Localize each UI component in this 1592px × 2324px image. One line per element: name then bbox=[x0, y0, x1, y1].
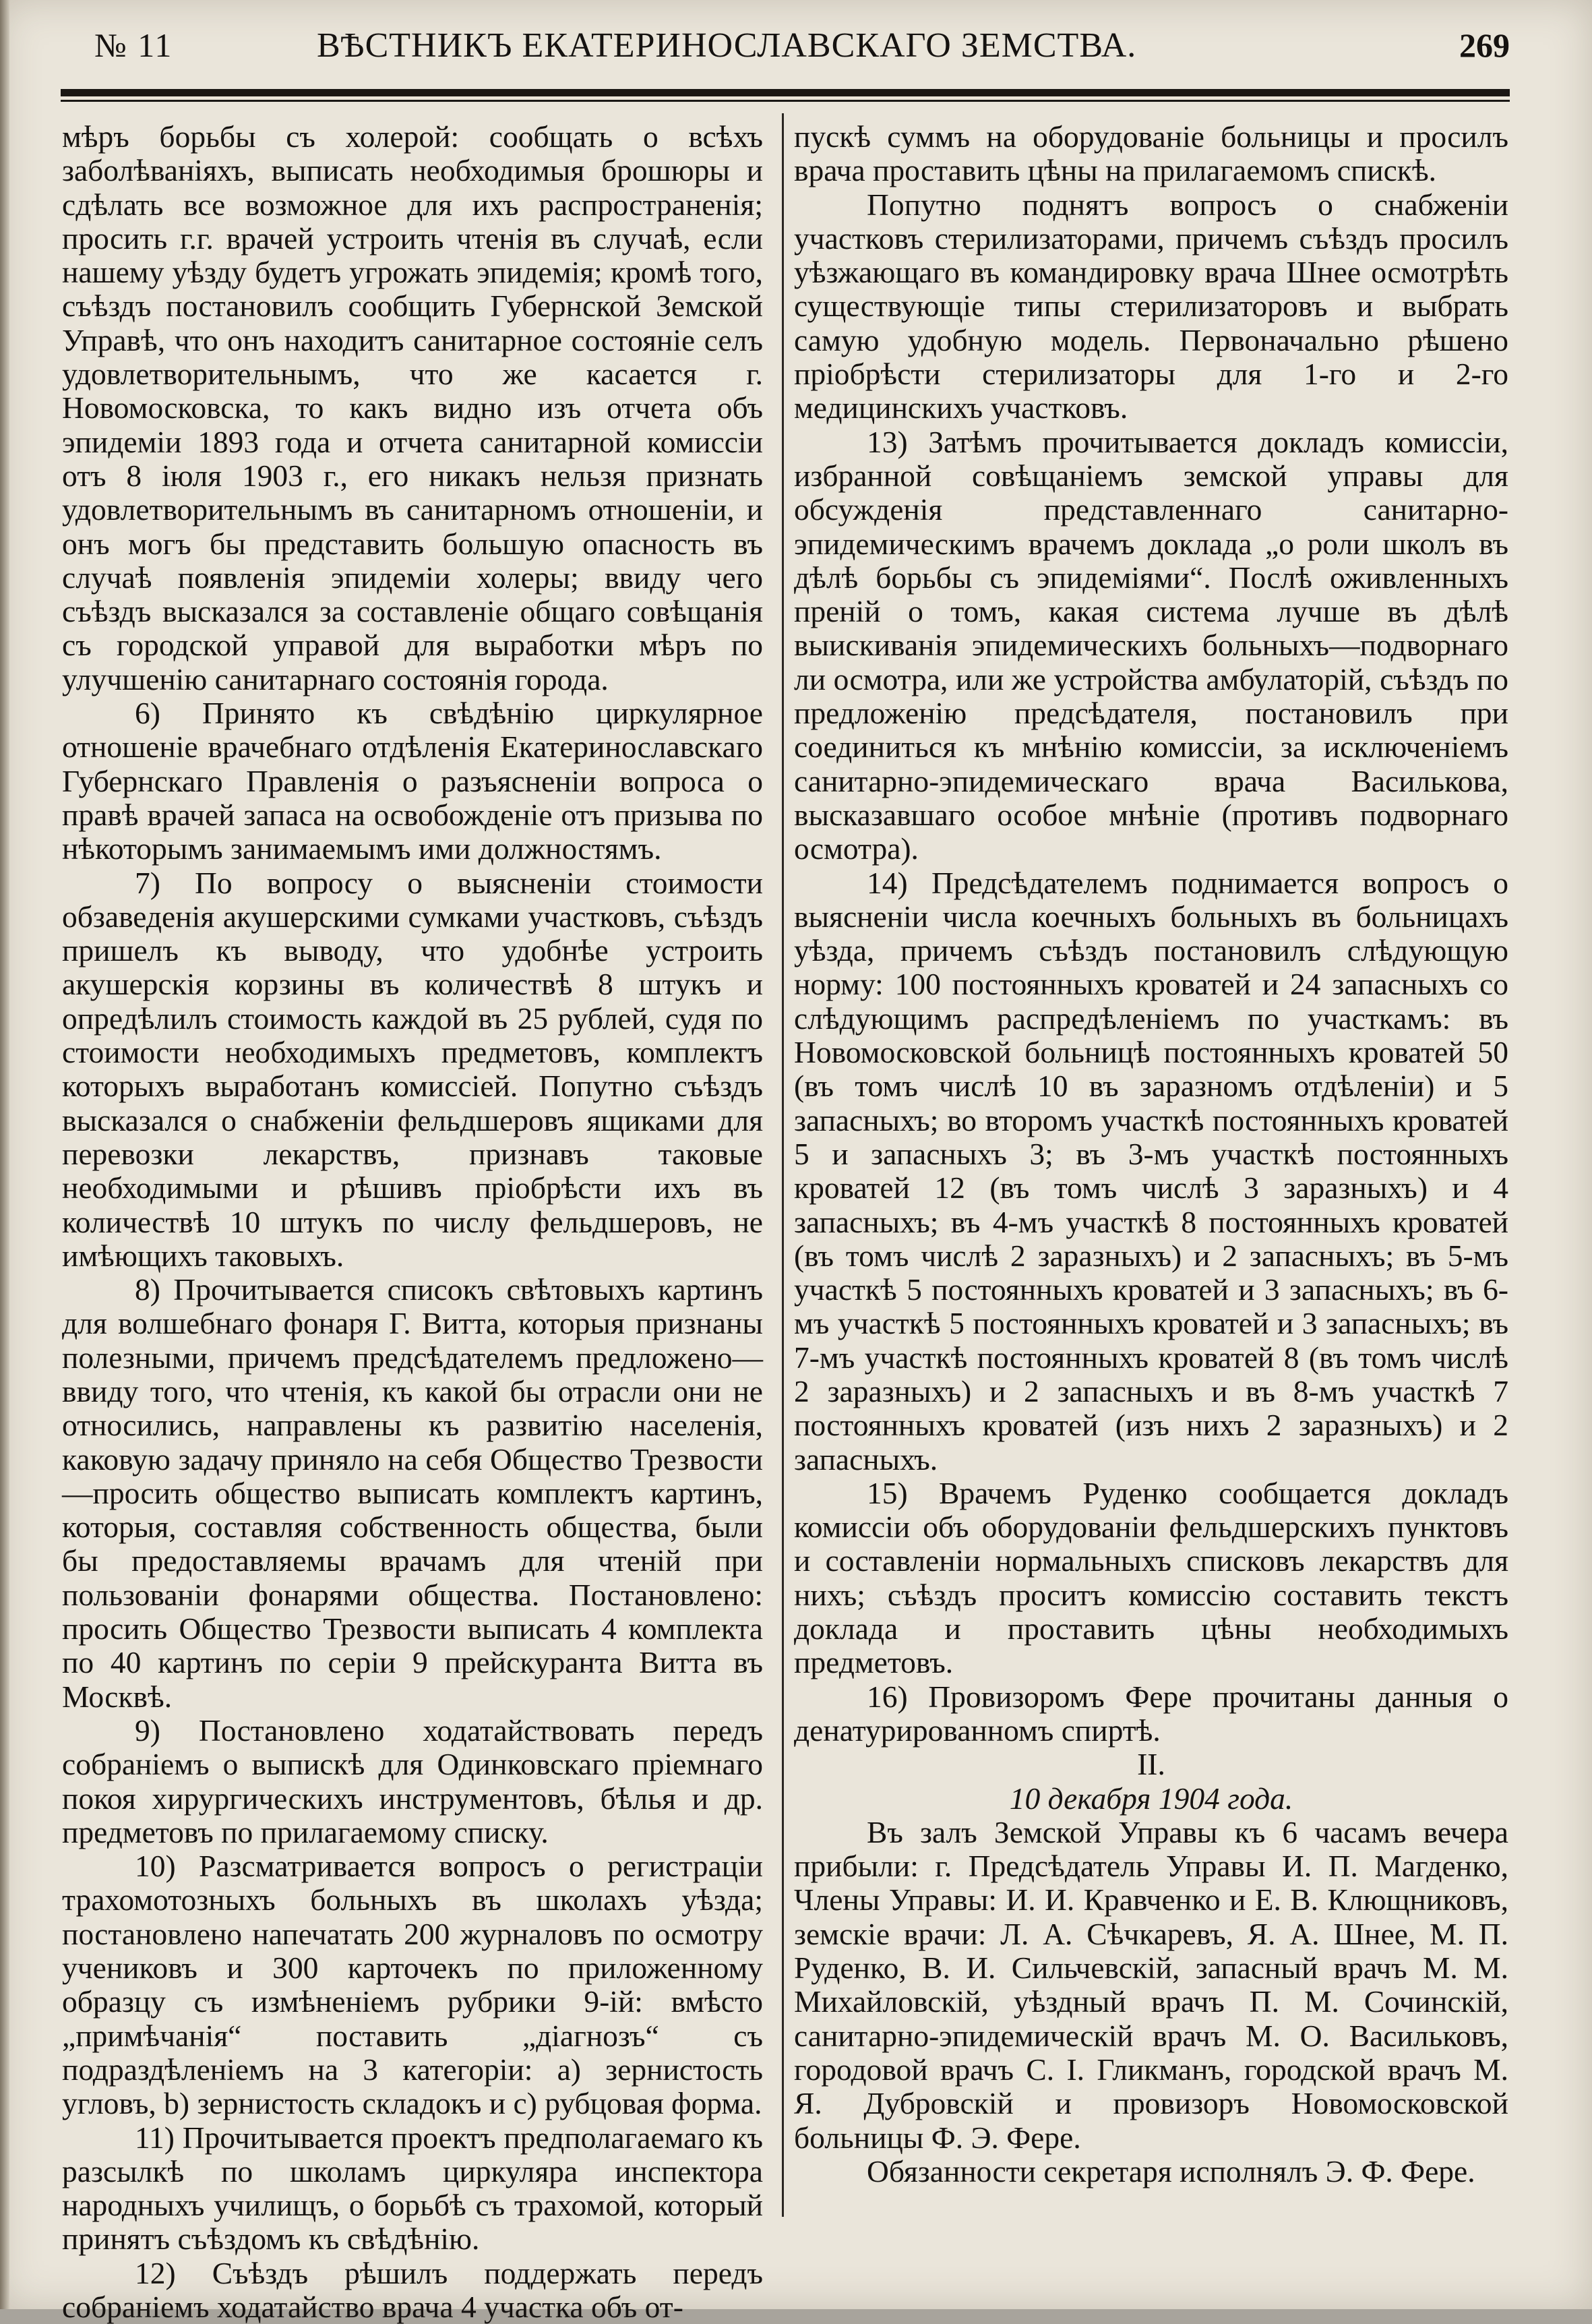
paragraph-item-12-cont: пускѣ суммъ на оборудованіе больницы и просилъ врача проставить цѣны на прилагаемомъ спискѣ. bbox=[794, 119, 1508, 188]
page-binding-edge bbox=[0, 0, 9, 2309]
page-header bbox=[94, 26, 1510, 73]
paragraph-item-12: 12) Съѣздъ рѣшилъ поддержать передъ собраніемъ ходатайство врача 4 участка объ от- bbox=[62, 2255, 763, 2324]
header-rule-thin bbox=[61, 100, 1510, 102]
journal-title: ВѢСТНИКЪ ЕКАТЕРИНОСЛАВСКАГО ЗЕМСТВА. bbox=[317, 26, 1137, 65]
paragraph-sterilizers: Попутно поднятъ вопросъ о снабженіи участковъ стерилизаторами, причемъ съѣздъ просилъ уѣзжающаго въ командировку врача Шнее осмотрѣть существующіе типы стерилизаторовъ и выбрать самую удобную модель. Первоначально рѣшено пріобрѣсти стерилизаторы для 1-го и 2-го медицинскихъ участковъ. bbox=[794, 187, 1508, 425]
paragraph-item-6: 6) Принято къ свѣдѣнію циркулярное отношеніе врачебнаго отдѣленія Екатеринославскаго Губернскаго Правленія о разъясненіи вопроса о правѣ врачей запаса на освобожденіе отъ призыва по нѣкоторымъ занимаемымъ ими должностямъ. bbox=[62, 696, 763, 866]
paragraph-item-10: 10) Разсматривается вопросъ о регистраціи трахомотозныхъ больныхъ въ школахъ уѣзда; постановлено напечатать 200 журналовъ по осмотру учениковъ и 300 карточекъ по приложенному образцу съ измѣненіемъ рубрики 9-ій: вмѣсто „примѣчанія“ поставить „діагнозъ“ съ подраздѣленіемъ на 3 категоріи: а) зернистость угловъ, b) зернистость складокъ и c) рубцовая форма. bbox=[62, 1849, 763, 2121]
right-column bbox=[794, 120, 1508, 2188]
section-attendees: Въ залъ Земской Управы къ 6 часамъ вечера прибыли: г. Предсѣдатель Управы И. П. Магденко, Члены Управы: И. И. Кравченко и Е. В. Клющниковъ, земскіе врачи: Л. А. Сѣчкаревъ, Я. А. Шнее, М. П. Руденко, В. И. Сильчевскій, запасный врачъ М. М. Михайловскій, уѣздный врачъ П. М. Сочинскій, санитарно-эпидемическій врачъ М. О. Васильковъ, городовой врачъ С. І. Гликманъ, городской врачъ М. Я. Дубровскій и провизоръ Новомосковской больницы Ф. Э. Фере. bbox=[794, 1814, 1508, 2155]
header-rule-thick bbox=[61, 89, 1510, 96]
paragraph-item-14: 14) Предсѣдателемъ поднимается вопросъ о выясненіи числа коечныхъ больныхъ въ больницахъ уѣзда, причемъ съѣздъ постановилъ слѣдующую норму: 100 постоянныхъ кроватей и 24 запасныхъ со слѣдующимъ распредѣленіемъ по участкамъ: въ Новомосковской больницѣ постоянныхъ кроватей 50 (въ томъ числѣ 10 въ заразномъ отдѣленіи) и 5 запасныхъ; во второмъ участкѣ постоянныхъ кроватей 5 и запасныхъ 3; въ 3-мъ участкѣ постоянныхъ кроватей 12 (въ томъ числѣ 3 заразныхъ) и 4 запасныхъ; въ 4-мъ участкѣ 8 постоянныхъ кроватей (въ томъ числѣ 2 заразныхъ) и 2 запасныхъ; въ 5-мъ участкѣ 5 постоянныхъ кроватей и 3 запасныхъ; въ 6-мъ участкѣ 5 постоянныхъ кроватей и 3 запасныхъ; въ 7-мъ участкѣ постоянныхъ кроватей 8 (въ томъ числѣ 2 заразныхъ) и 2 запасныхъ и въ 8-мъ участкѣ 7 постоянныхъ кроватей (изъ нихъ 2 заразныхъ) и 2 запасныхъ. bbox=[794, 865, 1508, 1477]
paragraph-item-15: 15) Врачемъ Руденко сообщается докладъ комиссіи объ оборудованіи фельдшерскихъ пунктовъ и составленіи нормальныхъ списковъ лекарствъ для нихъ; съѣздъ проситъ комиссію составить текстъ доклада и проставить цѣны необходимыхъ предметовъ. bbox=[794, 1475, 1508, 1680]
issue-number: № 11 bbox=[94, 26, 173, 64]
paragraph-item-9: 9) Постановлено ходатайствовать передъ собраніемъ о выпискѣ для Одинковскаго пріемнаго покоя хирургическихъ инструментовъ, бѣлья и др. предметовъ по прилагаемому списку. bbox=[62, 1712, 763, 1849]
column-divider bbox=[782, 113, 784, 2217]
paragraph-item-7: 7) По вопросу о выясненіи стоимости обзаведенія акушерскими сумками участковъ, съѣздъ пришелъ къ выводу, что удобнѣе устроить акушерскія корзины въ количествѣ 8 штукъ и опредѣлилъ стоимость каждой въ 25 рублей, судя по стоимости необходимыхъ предметовъ, комплектъ которыхъ выработанъ комиссіей. Попутно съѣздъ высказался о снабженіи фельдшеровъ ящиками для перевозки лекарствъ, признавъ таковые необходимыми и рѣшивъ пріобрѣсти ихъ въ количествѣ 10 штукъ по числу фельдшеровъ, не имѣющихъ таковыхъ. bbox=[62, 865, 763, 1273]
section-numeral: II. bbox=[1137, 1747, 1165, 1782]
left-column bbox=[62, 120, 763, 2324]
section-date: 10 декабря 1904 года. bbox=[1009, 1781, 1293, 1816]
paragraph-continued: мѣръ борьбы съ холерой: сообщать о всѣхъ заболѣваніяхъ, выписать необходимыя брошюры и сдѣлать все возможное для ихъ распространенія; просить г.г. врачей устроить чтенія въ случаѣ, если нашему уѣзду будетъ угрожать эпидемія; кромѣ того, съѣздъ постановилъ сообщить Губернской Земской Управѣ, что онъ находитъ санитарное состояніе селъ удовлетворительнымъ, что же касается г. Новомосковска, то какъ видно изъ отчета объ эпидеміи 1893 года и отчета санитарной комиссіи отъ 8 іюля 1903 г., его никакъ нельзя признать удовлетворительнымъ въ санитарномъ отношеніи, и онъ могъ бы представить большую опасность въ случаѣ появленія эпидеміи холеры; ввиду чего съѣздъ высказался за составленіе общаго совѣщанія съ городской управой для выработки мѣръ по улучшенію санитарнаго состоянія города. bbox=[62, 119, 763, 696]
paragraph-item-11: 11) Прочитывается проектъ предполагаемаго къ разсылкѣ по школамъ циркуляра инспектора народныхъ училищъ, о борьбѣ съ трахомой, который принятъ съѣздомъ къ свѣдѣнію. bbox=[62, 2120, 763, 2257]
paragraph-item-13: 13) Затѣмъ прочитывается докладъ комиссіи, избранной совѣщаніемъ земской управы для обсужденія представленнаго санитарно-эпидемическимъ врачемъ доклада „о роли школъ въ дѣлѣ борьбы съ эпидеміями“. Послѣ оживленныхъ преній о томъ, какая система лучше въ дѣлѣ выискиванія эпидемическихъ больныхъ—подворнаго ли осмотра, или же устройства амбулаторій, съѣздъ по предложенію предсѣдателя, постановилъ при соединиться къ мнѣнію комиссіи, за исключеніемъ санитарно-эпидемическаго врача Василькова, высказавшаго особое мнѣніе (противъ подворнаго осмотра). bbox=[794, 424, 1508, 866]
paragraph-item-8: 8) Прочитывается списокъ свѣтовыхъ картинъ для волшебнаго фонаря Г. Витта, которыя признаны полезными, причемъ предсѣдателемъ предложено—ввиду того, что чтенія, къ какой бы отрасли они не относились, направлены къ развитію населенія, каковую задачу приняло на себя Общество Трезвости—просить общество выписать комплектъ картинъ, которыя, составляя собственность общества, были бы предоставляемы врачамъ для чтеній при пользованіи фонарями общества. Постановлено: просить Общество Трезвости выписать 4 комплекта по 40 картинъ по серіи 9 прейскуранта Витта въ Москвѣ. bbox=[62, 1272, 763, 1714]
section-signoff: Обязанности секретаря исполнялъ Э. Ф. Фере. bbox=[867, 2153, 1475, 2188]
paragraph-item-16: 16) Провизоромъ Фере прочитаны данныя о денатурированномъ спиртѣ. bbox=[794, 1679, 1508, 1748]
page-number: 269 bbox=[1459, 26, 1510, 64]
